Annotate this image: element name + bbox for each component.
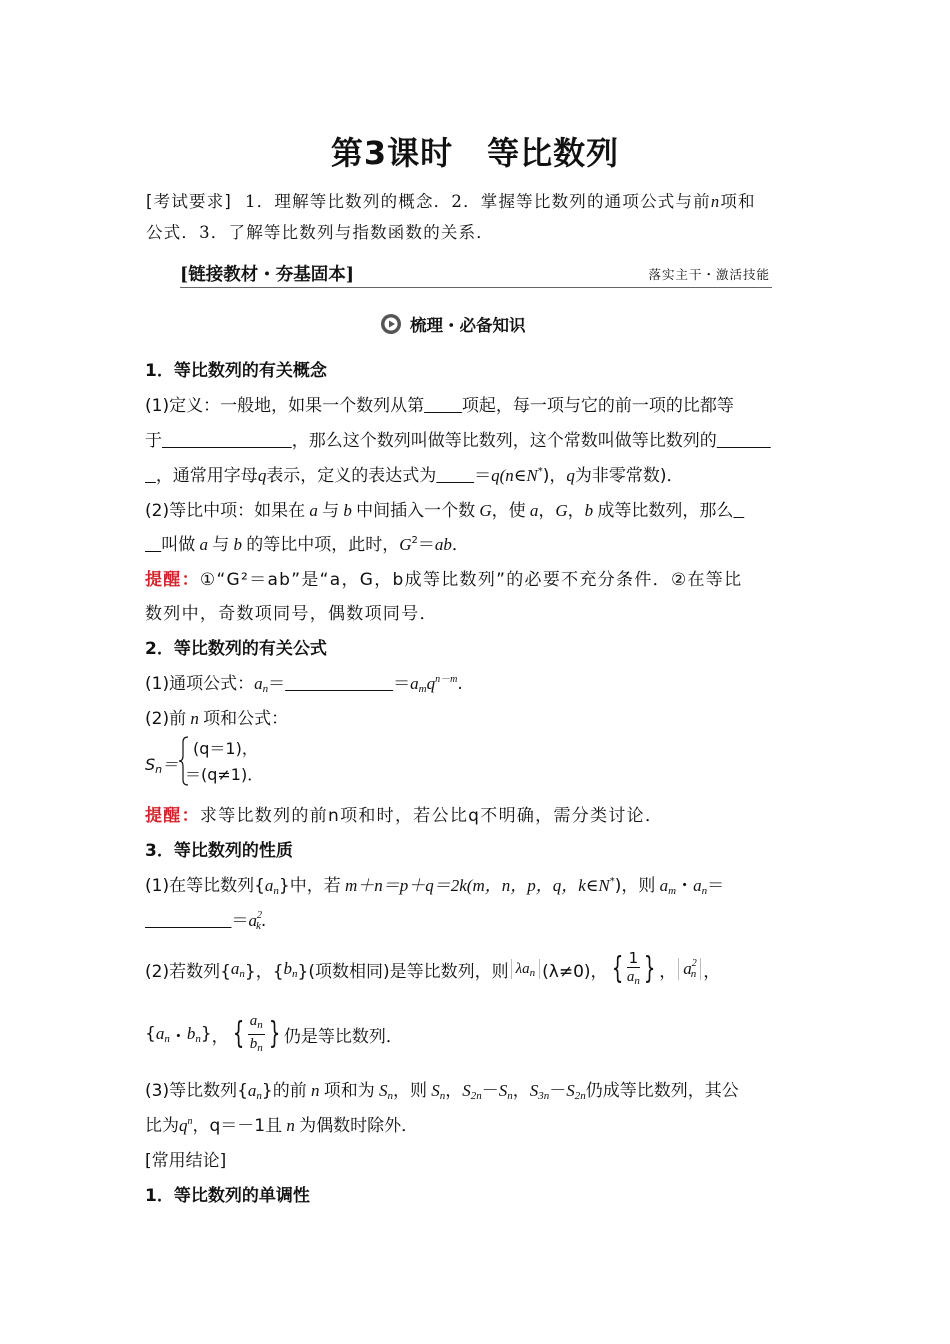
sec3-line1: (1)在等比数列$\{a_n\}$中，若 m＋n＝p＋q＝2k(m，n，p，q，k∈N*)，则 $a_m$・$a_n=$ — [145, 876, 725, 897]
text: ，那么这个数列叫做等比数列，这个常数叫做等比数列的 — [291, 431, 717, 451]
banner-left: [链接教材・夯基固本] — [180, 265, 355, 285]
text: (3)等比数列{ — [145, 1081, 248, 1101]
requirement-text: 1．理解等比数列的概念．2．掌握等比数列的通项公式与前 — [244, 192, 711, 211]
page-title — [0, 128, 950, 174]
frac-an-over-bn: $\frac{a_n}{b_n}$ — [249, 1012, 263, 1054]
sec3-line6: 比为$q^n$，q＝－1且 n 为偶数时除外． — [145, 1116, 419, 1136]
play-circle-icon — [380, 313, 402, 335]
text: }的前 — [261, 1081, 307, 1101]
sum-formula: $S_n=$ (q＝1)， ＝(q≠1)． — [145, 736, 445, 786]
text: (2)等比中项：如果在 — [145, 501, 306, 521]
sec1-line4: (2)等比中项：如果在 a 与 b 中间插入一个数 G，使 a，G，b 成等比数列，那么 — [145, 496, 809, 521]
requirement-text-end: 项和 — [720, 192, 756, 211]
text: }，{ — [244, 961, 284, 982]
text: }(项数相同)是等比数列，则 — [297, 961, 509, 982]
sum-case-qne1: ＝(q≠1)． — [185, 765, 264, 784]
formula: m＋n＝p＋q＝2k(m，n，p，q，k∈N — [344, 876, 610, 895]
blank — [436, 466, 474, 486]
text: 于 — [145, 431, 162, 451]
subhead-text: 梳理・必备知识 — [410, 316, 526, 335]
text: (2)若数列{ — [145, 961, 231, 982]
text: 与 — [322, 501, 340, 521]
sec1-reminder — [145, 565, 809, 590]
sec3-line5: (3)等比数列$\{a_n\}$的前 n 项和为 $S_n$，则 $S_n$，$S_{2n}-S_n$，$S_{3n}-S_{2n}$仍成等比数列，其公 — [145, 1081, 739, 1102]
conclusion-item-1: 1．等比数列的单调性 — [145, 1186, 310, 1206]
sec3-line3: (2)若数列{ $a_n$ }，{ $b_n$ }(项数相同)是等比数列，则 $\lambda a_n$ (λ≠0)， { $\frac{1}{a_n}$ } ， $a^2_n$ ， — [145, 944, 809, 994]
text: ＝ — [474, 466, 492, 486]
text: )， — [542, 466, 567, 486]
section-banner — [180, 259, 772, 288]
sec2-sum-label: (2)前 n 项和公式： — [145, 709, 289, 729]
sec3-line4: { $a_n$ ・ $b_n$ } ， { $\frac{a_n}{b_n}$ } 仍是等比数列． — [145, 1006, 809, 1062]
requirement-label: [考试要求] — [146, 192, 233, 211]
star: * — [537, 466, 543, 477]
text: (λ≠0)， — [542, 961, 608, 982]
blank — [145, 911, 231, 931]
blank — [145, 466, 156, 486]
text: ， — [659, 961, 677, 982]
text: ，q＝－1且 — [192, 1116, 283, 1136]
banner-right: 落实主干・激活技能 — [648, 267, 770, 282]
text: 项和为 — [323, 1081, 375, 1101]
text: 比为 — [145, 1116, 179, 1136]
var-q: q — [257, 466, 267, 485]
var-q: q — [566, 466, 575, 485]
text: 仍是等比数列． — [283, 1026, 403, 1047]
sec3-line2: $=a^2_k$. — [145, 906, 809, 932]
reminder-text-2: 数列中，奇数项同号，偶数项同号． — [145, 604, 438, 624]
text: )，则 — [614, 876, 656, 896]
sec1-line3 — [145, 461, 809, 486]
sec1-line1 — [145, 391, 809, 416]
text: ，则 — [392, 1081, 427, 1101]
blank — [717, 431, 771, 451]
text: 项起，每一项与它的前一项的比都等 — [461, 396, 734, 416]
reminder-label: 提醒： — [145, 570, 200, 590]
sec2-general-term: (1)通项公式：$a_n=$ $=a_mq^{n-m}$. — [145, 674, 463, 695]
text: 叫做 — [161, 535, 196, 555]
text: 成等比数列，那么 — [597, 501, 734, 521]
lesson-topic: 等比数列 — [487, 134, 620, 172]
lesson-number: 第3课时 — [330, 134, 454, 172]
text: 的等比中项，此时， — [246, 535, 400, 555]
text: (1)在等比数列{ — [145, 876, 265, 896]
reminder-text: ①“G²＝ab”是“a，G，b成等比数列”的必要不充分条件．②在等比 — [199, 570, 743, 590]
knowledge-subheading — [380, 312, 526, 336]
text: ＝ — [417, 535, 435, 555]
exam-requirements — [146, 186, 808, 248]
text: ＝ — [707, 876, 725, 896]
sec2-reminder — [145, 801, 809, 826]
section1-heading: 1．等比数列的有关概念 — [145, 361, 327, 381]
section3-heading: 3．等比数列的性质 — [145, 841, 293, 861]
blank — [424, 396, 462, 416]
requirement-line2: 公式．3．了解等比数列与指数函数的关系． — [146, 223, 494, 242]
frac-1-over-an: $\frac{1}{a_n}$ — [626, 948, 640, 987]
text: 中间插入一个数 — [356, 501, 476, 521]
var-n: n — [710, 192, 721, 211]
blank — [733, 501, 744, 521]
blank — [145, 535, 161, 555]
text: (1)通项公式： — [145, 674, 255, 694]
sec1-line2 — [145, 426, 809, 451]
text: 表示，定义的表达式为 — [266, 466, 437, 486]
text: (2)前 — [145, 709, 187, 729]
text: ，使 — [491, 501, 526, 521]
text: }中，若 — [278, 876, 341, 896]
section2-heading: 2．等比数列的有关公式 — [145, 639, 327, 659]
seq-lambda-an: $\lambda a_n$ — [511, 959, 541, 979]
reminder-text: 求等比数列的前n项和时，若公比q不明确，需分类讨论． — [199, 806, 664, 826]
blank — [162, 431, 292, 451]
text: 项和公式： — [203, 709, 289, 729]
text: (1)定义：一般地，如果一个数列从第 — [145, 396, 425, 416]
common-conclusions-label: [常用结论] — [145, 1151, 227, 1171]
seq-an-squared: $a^2_n$ — [678, 958, 701, 980]
text: 为偶数时除外． — [299, 1116, 419, 1136]
sec1-line5: 叫做 a 与 b 的等比中项，此时，$G^2=ab$． — [145, 530, 809, 555]
sum-case-q1: (q＝1)， — [193, 739, 258, 758]
text: 仍成等比数列，其公 — [585, 1081, 739, 1101]
text: ， — [211, 1026, 229, 1047]
reminder-label: 提醒： — [145, 806, 200, 826]
formula: q(n∈N — [491, 466, 538, 485]
blank — [285, 674, 393, 694]
text: ，通常用字母 — [155, 466, 258, 486]
text: 为非零常数)． — [574, 466, 684, 486]
